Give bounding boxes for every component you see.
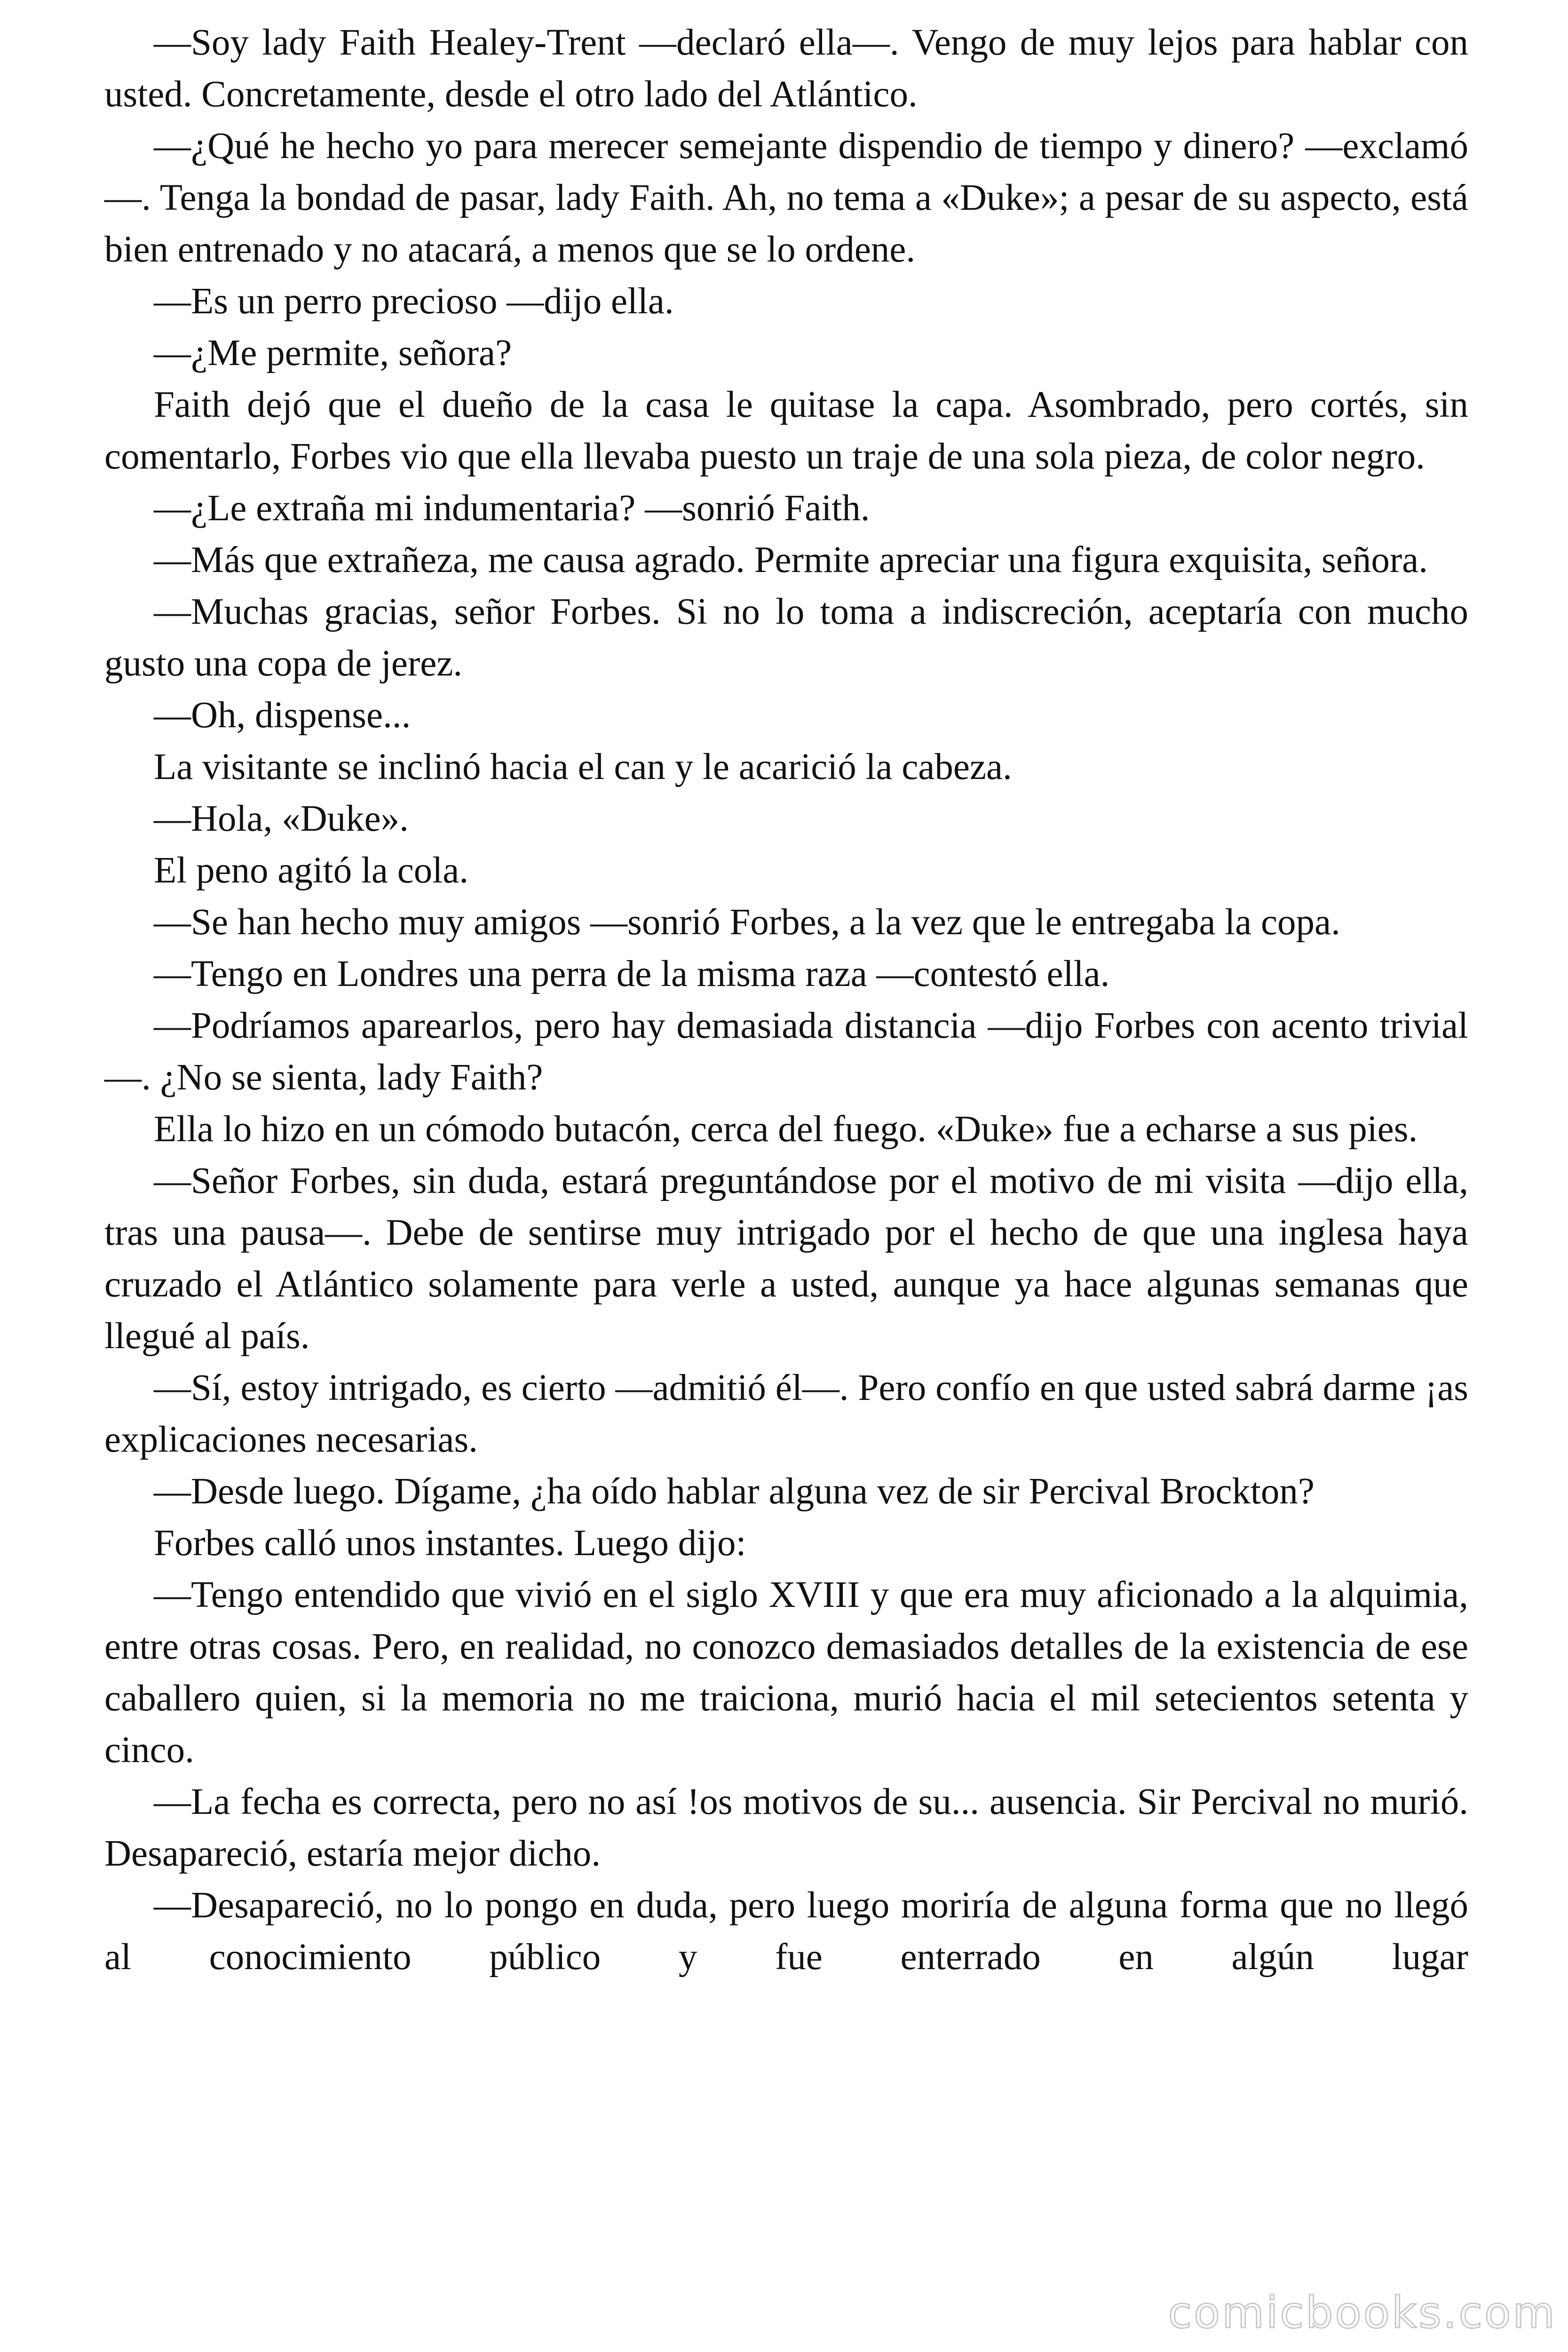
paragraph: —Podríamos aparearlos, pero hay demasiada distancia —dijo Forbes con acento trivial—. ¿No se sienta, lady Faith? <box>104 1005 1468 1098</box>
paragraph: Ella lo hizo en un cómodo butacón, cerca del fuego. «Duke» fue a echarse a sus pies. <box>154 1109 1418 1150</box>
paragraph: —Hola, «Duke». <box>154 798 409 839</box>
paragraph: —¿Le extraña mi indumentaria? —sonrió Faith. <box>154 488 870 529</box>
paragraph: —Sí, estoy intrigado, es cierto —admitió él—. Pero confío en que usted sabrá darme ¡as explicaciones necesarias. <box>104 1367 1468 1460</box>
paragraph: —La fecha es correcta, pero no así !os motivos de su... ausencia. Sir Percival no murió. Desapareció, estaría mejor dicho. <box>104 1781 1468 1874</box>
paragraph: Faith dejó que el dueño de la casa le quitase la capa. Asombrado, pero cortés, sin comentarlo, Forbes vio que ella llevaba puesto un traje de una sola pieza, de color negro. <box>104 384 1468 477</box>
paragraph: —Es un perro precioso —dijo ella. <box>154 281 674 322</box>
book-page-text <box>104 17 1468 1983</box>
paragraph: —Se han hecho muy amigos —sonrió Forbes, a la vez que le entregaba la copa. <box>154 902 1340 943</box>
paragraph: La visitante se inclinó hacia el can y le acarició la cabeza. <box>154 747 1012 787</box>
site-watermark: comicbooks.com <box>1168 2288 1557 2338</box>
paragraph: —Tengo en Londres una perra de la misma raza —contestó ella. <box>154 954 1110 994</box>
paragraph: —Desapareció, no lo pongo en duda, pero luego moriría de alguna forma que no llegó al conocimiento público y fue enterrado en algún lugar <box>104 1885 1468 1978</box>
paragraph: Forbes calló unos instantes. Luego dijo: <box>154 1523 746 1564</box>
paragraph: —Oh, dispense... <box>154 695 411 736</box>
paragraph: —Señor Forbes, sin duda, estará preguntándose por el motivo de mi visita —dijo ella, tras una pausa—. Debe de sentirse muy intrigado por el hecho de que una inglesa haya cruzado el Atlántico solamente para verle a usted, aunque ya hace algunas semanas que llegué al país. <box>104 1160 1468 1357</box>
paragraph: —¿Me permite, señora? <box>154 333 512 373</box>
paragraph: —Desde luego. Dígame, ¿ha oído hablar alguna vez de sir Percival Brockton? <box>154 1471 1315 1512</box>
paragraph: El peno agitó la cola. <box>154 850 469 891</box>
paragraph: —Más que extrañeza, me causa agrado. Permite apreciar una figura exquisita, señora. <box>154 540 1428 580</box>
paragraph: —¿Qué he hecho yo para merecer semejante dispendio de tiempo y dinero? —exclamó—. Tenga la bondad de pasar, lady Faith. Ah, no tema a «Duke»; a pesar de su aspecto, está bien entrenado y no atacará, a menos que se lo ordene. <box>104 126 1468 270</box>
paragraph: —Tengo entendido que vivió en el siglo XVIII y que era muy aficionado a la alquimia, entre otras cosas. Pero, en realidad, no conozco demasiados detalles de la existencia de ese caballero quien, si la memoria no me traiciona, murió hacia el mil setecientos setenta y cinco. <box>104 1574 1468 1771</box>
paragraph: —Soy lady Faith Healey-Trent —declaró ella—. Vengo de muy lejos para hablar con usted. Concretamente, desde el otro lado del Atlántico. <box>104 22 1468 115</box>
paragraph: —Muchas gracias, señor Forbes. Si no lo toma a indiscreción, aceptaría con mucho gusto una copa de jerez. <box>104 591 1468 684</box>
